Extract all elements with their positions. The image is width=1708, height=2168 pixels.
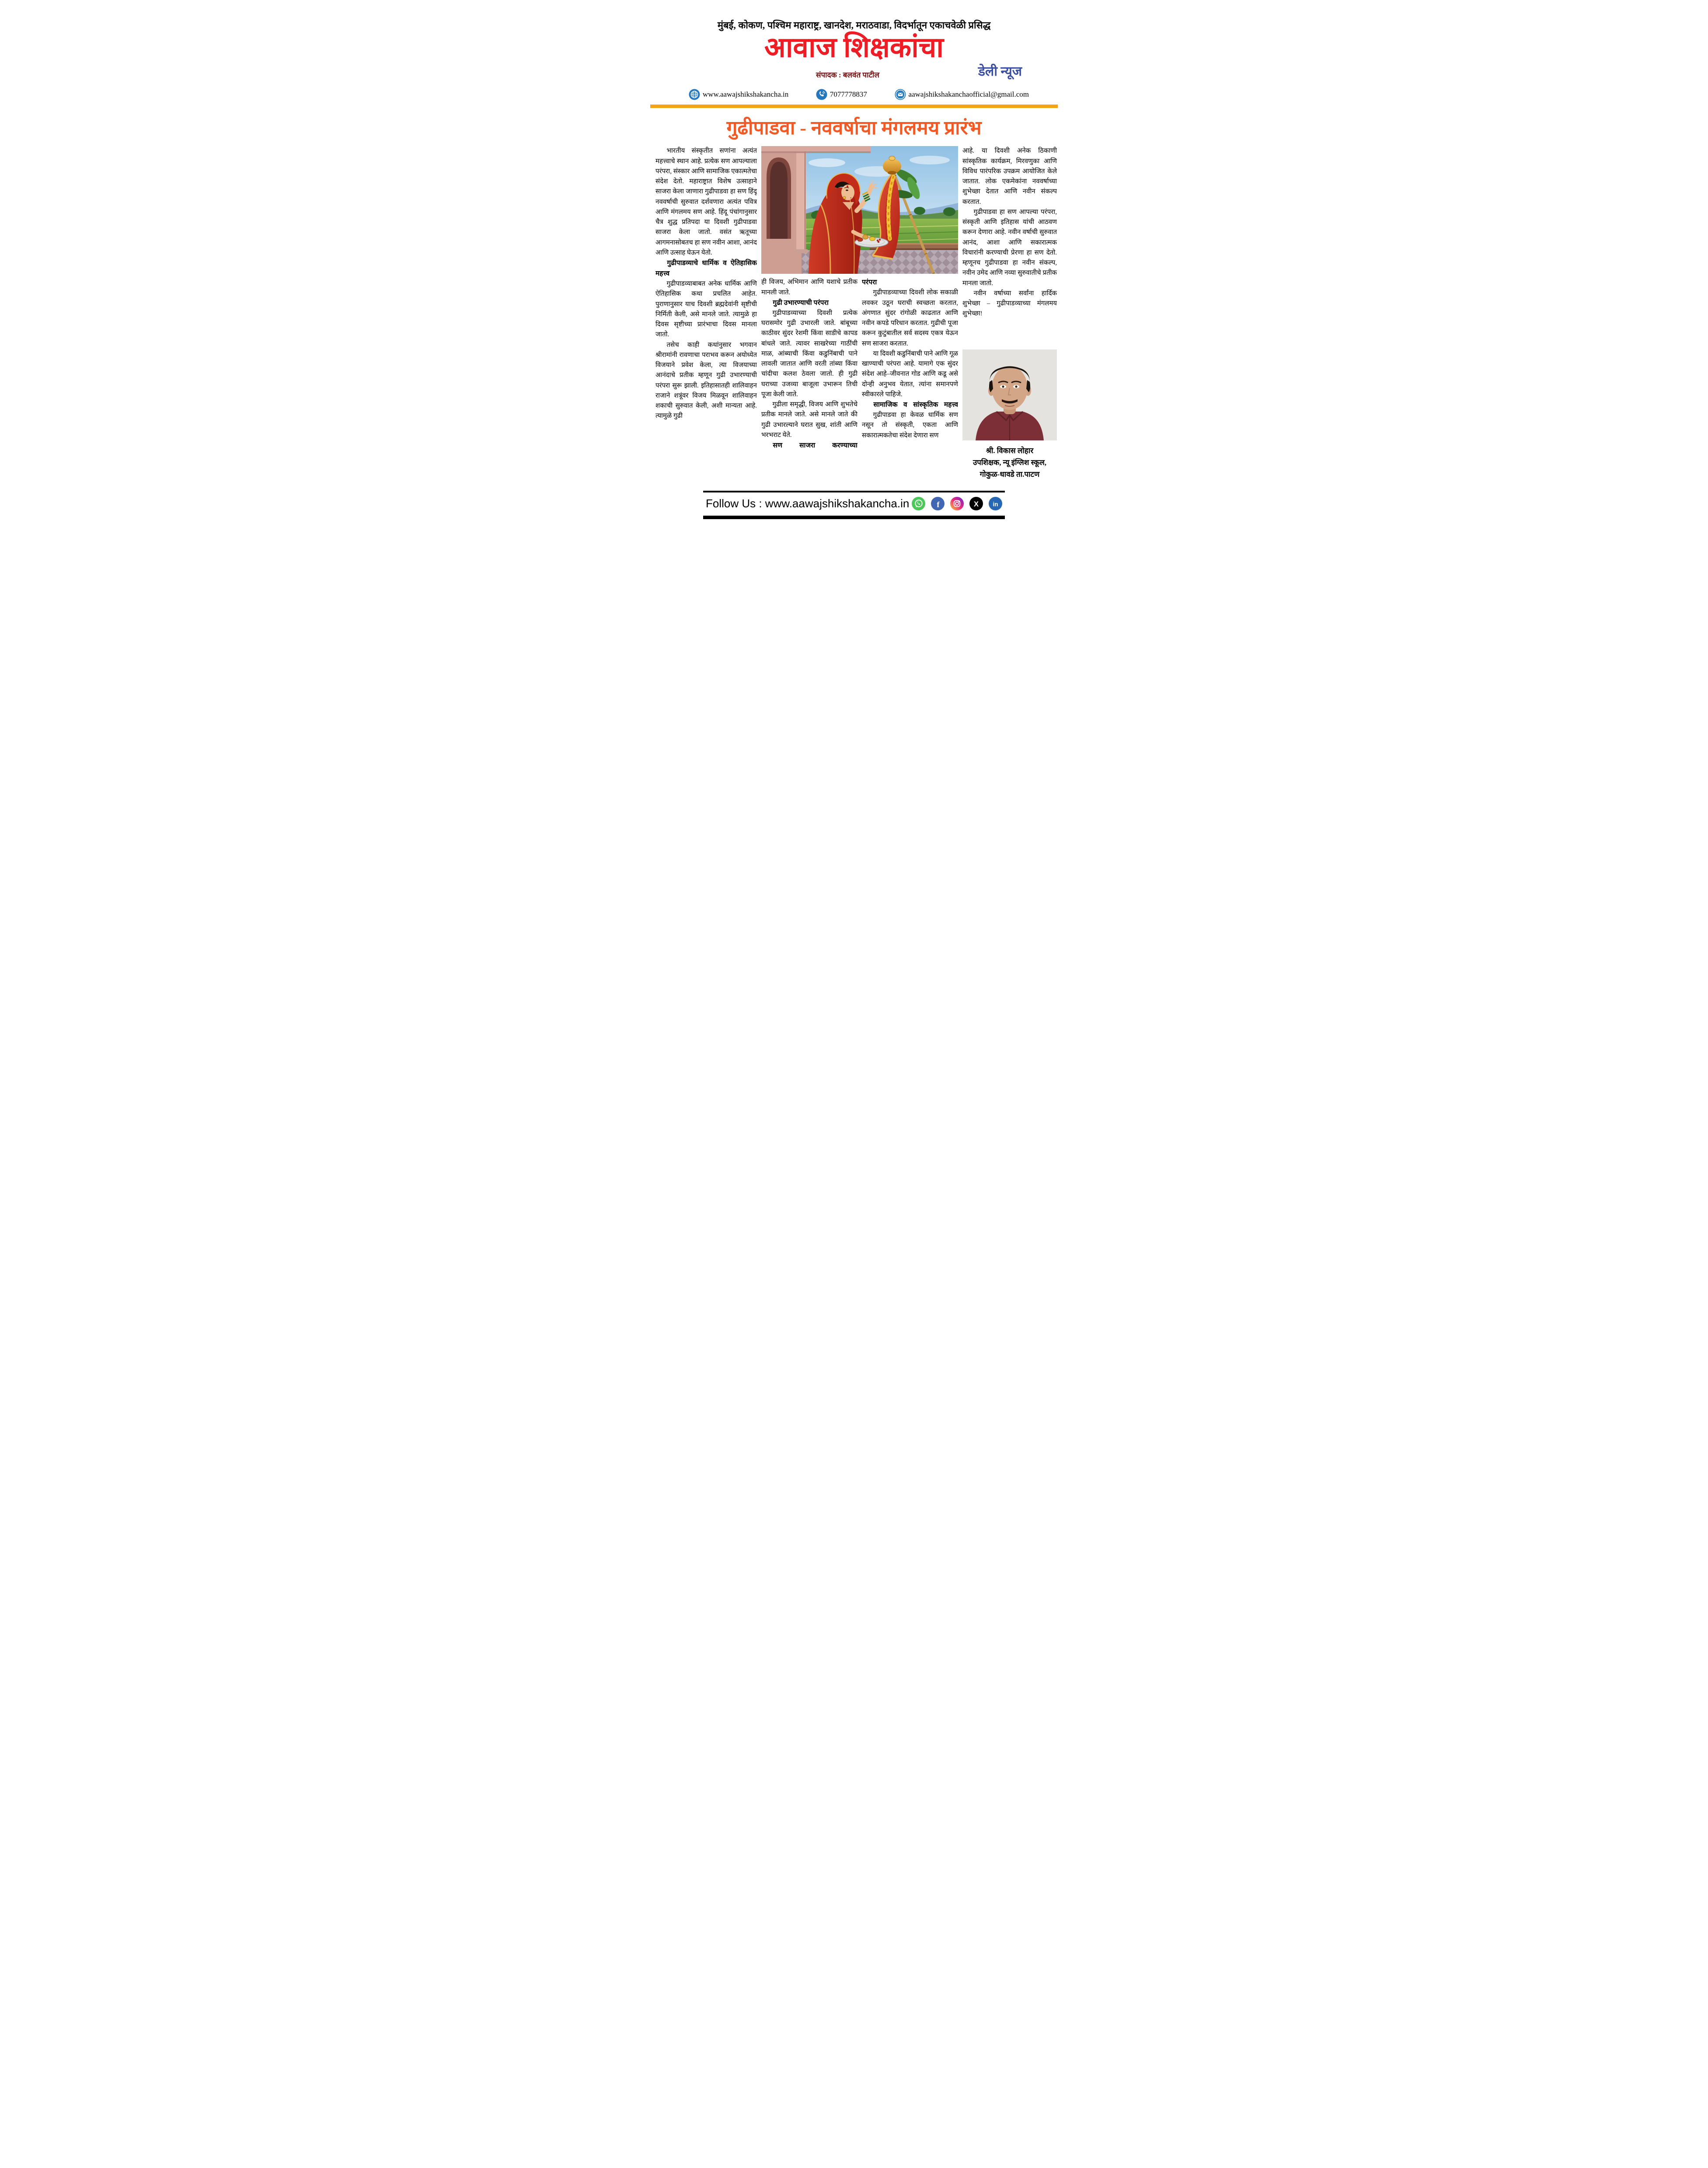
whatsapp-icon[interactable] xyxy=(912,497,925,510)
contact-row xyxy=(641,88,1067,100)
article-paragraph: नवीन वर्षाच्या सर्वांना हार्दिक शुभेच्छा – गुढीपाडव्याच्या मंगलमय शुभेच्छा! xyxy=(962,290,1057,318)
svg-text:in: in xyxy=(993,501,998,508)
svg-text:X: X xyxy=(974,500,979,509)
phone-number[interactable]: 7077778837 xyxy=(830,90,867,99)
article-column-3 xyxy=(862,277,958,486)
newspaper-page xyxy=(641,0,1067,542)
edition-tagline: मुंबई, कोकण, पश्चिम महाराष्ट्र, खानदेश, मराठवाडा, विदर्भातून एकाचवेळी प्रसिद्ध xyxy=(717,20,991,31)
article-paragraph: या दिवशी कडुनिंबाची पाने आणि गूळ खाण्याची परंपरा आहे. यामागे एक सुंदर संदेश आहे–जीवनात गोड आणि कडू असे दोन्ही अनुभव येतात, त्यांना समानपणे स्वीकारले पाहिजे. xyxy=(862,350,958,398)
article-headline: गुढीपाडवा - नववर्षाचा मंगलमय प्रारंभ xyxy=(726,117,982,139)
article-paragraph: गुढीपाडव्याच्या दिवशी प्रत्येक घरासमोर गुढी उभारली जाते. बांबूच्या काठीवर सुंदर रेशमी किंवा साडीचे कापड बांधले जाते. त्यावर साखरेच्या गाठींची माळ, आंब्याची किंवा कडुनिंबाची पाने लावली जातात आणि वरती तांब्या किंवा चांदीचा कलश ठेवला जातो. ही गुढी घराच्या उजव्या बाजूला उभारून तिची पूजा केली जाते. xyxy=(761,309,857,398)
phone-contact[interactable] xyxy=(816,89,867,100)
article-paragraph: आहे. या दिवशी अनेक ठिकाणी सांस्कृतिक कार्यक्रम, मिरवणुका आणि विविध पारंपरिक उपक्रम आयोजित केले जातात. लोक एकमेकांना नववर्षाच्या शुभेच्छा देतात आणि नवीन संकल्प करतात. xyxy=(962,147,1057,206)
edition-label: डेली न्यूज xyxy=(978,64,1022,79)
middle-columns xyxy=(761,277,958,486)
email-icon xyxy=(895,89,906,100)
photo-caption-line: श्री. विकास लोहार xyxy=(986,446,1034,455)
social-icons xyxy=(912,497,1002,510)
article-column-2 xyxy=(761,277,857,486)
photo-caption xyxy=(962,445,1057,481)
globe-icon xyxy=(689,89,700,100)
article-subheading: गुढीपाडव्याचे धार्मिक व ऐतिहासिक महत्त्व xyxy=(655,259,757,278)
article-paragraph: गुढीपाडवा हा सण आपल्या परंपरा, संस्कृती आणि इतिहास यांची आठवण करून देणारा आहे. नवीन वर्षाची सुरुवात आनंद, आशा आणि सकारात्मक विचारांनी करण्याची प्रेरणा हा सण देतो. म्हणूनच गुढीपाडवा हा नवीन संकल्प, नवीन उमेद आणि नव्या सुरुवातीचे प्रतीक मानला जातो. xyxy=(962,208,1057,287)
masthead xyxy=(641,0,1067,108)
article-subheading: सण साजरा करण्याच्या xyxy=(773,442,857,450)
article-subheading: गुढी उभारण्याची परंपरा xyxy=(773,299,829,307)
email-address[interactable]: aawajshikshakanchaofficial@gmail.com xyxy=(908,90,1029,99)
article-middle-section xyxy=(761,146,958,486)
editor-name: संपादक : बलवंत पाटील xyxy=(816,71,879,80)
article-paragraph: ही विजय, अभिमान आणि यशाचे प्रतीक मानली जाते. xyxy=(761,279,857,296)
website-url[interactable]: www.aawajshikshakancha.in xyxy=(703,90,789,99)
article-column-4-wrap xyxy=(962,146,1057,486)
follow-us-text: Follow Us : www.aawajshikshakancha.in xyxy=(706,497,910,510)
footer-follow-bar xyxy=(703,491,1005,519)
website-link[interactable] xyxy=(689,89,788,100)
article-paragraph: तसेच काही कथांनुसार भगवान श्रीरामांनी रावणाचा पराभव करून अयोध्येत विजयाने प्रवेश केला, त्या विजयाच्या आनंदाचे प्रतीक म्हणून गुढी उभारण्याची परंपरा सुरू झाली. इतिहासातही शालिवाहन राजाने शत्रूंवर विजय मिळवून शालिवाहन शकाची सुरुवात केली, अशी मान्यता आहे. त्यामुळे गुढी xyxy=(655,341,757,420)
pillar xyxy=(796,151,806,250)
article-subheading: सामाजिक व सांस्कृतिक महत्त्व xyxy=(873,401,958,409)
x-twitter-icon[interactable] xyxy=(969,497,983,510)
newspaper-title: आवाज शिक्षकांचा xyxy=(764,32,944,63)
article-subheading: परंपरा xyxy=(862,279,877,286)
email-contact[interactable] xyxy=(895,89,1029,100)
article-column-1 xyxy=(655,146,757,486)
article-column-4 xyxy=(962,146,1057,319)
linkedin-icon[interactable] xyxy=(989,497,1002,510)
article-body xyxy=(641,140,1067,486)
instagram-icon[interactable] xyxy=(950,497,964,510)
author-photo xyxy=(962,349,1057,440)
photo-caption-line: उपशिक्षक, न्यू इंग्लिश स्कूल, xyxy=(973,458,1047,467)
article-paragraph: भारतीय संस्कृतीत सणांना अत्यंत महत्त्वाचे स्थान आहे. प्रत्येक सण आपल्याला परंपरा, संस्कार आणि सामाजिक एकात्मतेचा संदेश देतो. महाराष्ट्रात विशेष उत्साहाने साजरा केला जाणारा गुढीपाडवा हा सण हिंदू नववर्षाची सुरुवात दर्शवणारा अत्यंत पवित्र आणि मंगलमय सण आहे. हिंदू पंचांगानुसार चैत्र शुद्ध प्रतिपदा या दिवशी गुढीपाडवा साजरा केला जातो. वसंत ऋतूच्या आगमनासोबतच हा सण नवीन आशा, आनंद आणि उत्साह घेऊन येतो. xyxy=(655,147,757,256)
photo-caption-line: गोकुळ-धावडे ता.पाटण xyxy=(979,470,1040,479)
article-paragraph: गुढीपाडवा हा केवळ धार्मिक सण नसून तो संस्कृती, एकता आणि सकारात्मकतेचा संदेश देणारा सण xyxy=(862,412,958,439)
orange-divider xyxy=(650,105,1058,108)
svg-text:f: f xyxy=(937,500,940,509)
article-paragraph: गुढीपाडव्याबाबत अनेक धार्मिक आणि ऐतिहासिक कथा प्रचलित आहेत. पुराणानुसार याच दिवशी ब्रह्मदेवांनी सृष्टीची निर्मिती केली, असे मानले जाते. त्यामुळे हा दिवस सृष्टीच्या प्रारंभाचा दिवस मानला जातो. xyxy=(655,280,757,339)
article-paragraph: गुढीला समृद्धी, विजय आणि शुभतेचे प्रतीक मानले जाते. असे मानले जाते की गुढी उभारल्याने घरात सुख, शांती आणि भरभराट येते. xyxy=(761,401,857,439)
masthead-subrow xyxy=(641,63,1067,88)
facebook-icon[interactable] xyxy=(931,497,945,510)
archway xyxy=(770,162,788,239)
phone-icon xyxy=(816,89,827,100)
gudhi-padwa-illustration xyxy=(761,146,958,274)
article-paragraph: गुढीपाडव्याच्या दिवशी लोक सकाळी लवकर उठून घराची स्वच्छता करतात, अंगणात सुंदर रांगोळी काढतात आणि नवीन कपडे परिधान करतात. गुढीची पूजा करून कुटुंबातील सर्व सदस्य एकत्र येऊन सण साजरा करतात. xyxy=(862,289,958,347)
author-block xyxy=(962,349,1057,481)
